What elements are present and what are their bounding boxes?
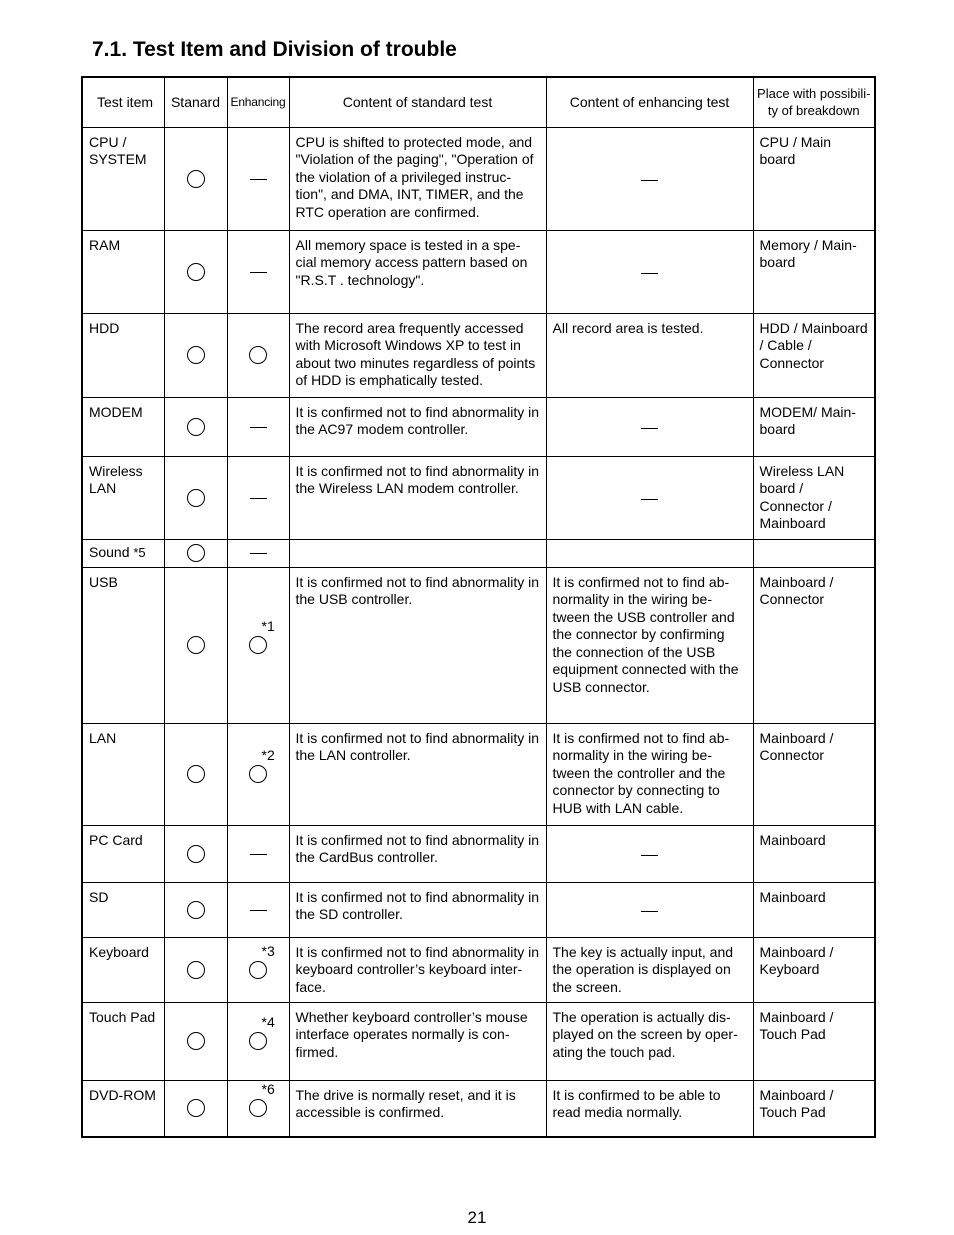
standard-content-cell: Whether keyboard controller’s mouse interface operates normally is con-firmed. <box>289 1002 546 1080</box>
test-item-cell <box>82 313 164 397</box>
table-row <box>82 937 875 1002</box>
dash-mark-icon <box>641 428 658 429</box>
enhancing-mark-cell <box>227 937 289 1002</box>
table-row <box>82 567 875 723</box>
enhancing-mark-cell <box>227 1080 289 1137</box>
breakdown-place-cell: Mainboard / Touch Pad <box>753 1080 875 1137</box>
dash-mark-icon <box>641 855 658 856</box>
circle-mark-icon <box>249 1032 267 1050</box>
enhancing-mark-cell <box>227 230 289 313</box>
standard-content-cell: The record area frequently accessed with Microsoft Windows XP to test in about two minutes regardless of points of HDD is emphatically tested. <box>289 313 546 397</box>
standard-content-cell: It is confirmed not to find abnormality in the LAN controller. <box>289 723 546 825</box>
footnote-ref: *2 <box>261 747 275 763</box>
enhancing-mark-cell <box>227 825 289 882</box>
enhancing-content-cell <box>546 397 753 456</box>
header-test-item: Test item <box>82 77 164 127</box>
table-row <box>82 539 875 567</box>
table-row <box>82 1080 875 1137</box>
table-row <box>82 723 875 825</box>
standard-content-cell: It is confirmed not to find abnormality in the USB controller. <box>289 567 546 723</box>
test-item-cell <box>82 1002 164 1080</box>
test-item-label: CPU / SYSTEM <box>89 133 147 167</box>
dash-mark-icon <box>641 911 658 912</box>
table-row <box>82 313 875 397</box>
standard-mark-cell <box>164 127 227 230</box>
page-number: 21 <box>467 1208 487 1227</box>
table-row <box>82 1002 875 1080</box>
circle-mark-icon <box>249 636 267 654</box>
circle-mark-icon <box>187 544 205 562</box>
test-item-cell <box>82 456 164 539</box>
breakdown-place-cell: Mainboard / Connector <box>753 723 875 825</box>
dash-mark-icon <box>250 910 267 911</box>
header-content-standard: Content of standard test <box>289 77 546 127</box>
standard-content-cell: It is confirmed not to find abnormality in the AC97 modem controller. <box>289 397 546 456</box>
breakdown-place-cell: Mainboard / Connector <box>753 567 875 723</box>
dash-mark-icon <box>641 273 658 274</box>
table-row <box>82 882 875 937</box>
table-row <box>82 230 875 313</box>
standard-mark-cell <box>164 456 227 539</box>
test-item-cell <box>82 882 164 937</box>
test-item-label: Touch Pad <box>89 1008 156 1025</box>
test-item-label: PC Card <box>89 831 143 848</box>
test-item-cell <box>82 539 164 567</box>
dash-mark-icon <box>641 499 658 500</box>
circle-mark-icon <box>187 845 205 863</box>
circle-mark-icon <box>187 489 205 507</box>
circle-mark-icon <box>187 170 205 188</box>
enhancing-mark-cell <box>227 539 289 567</box>
breakdown-place-cell: HDD / Mainboard / Cable / Connector <box>753 313 875 397</box>
breakdown-place-cell: Mainboard / Keyboard <box>753 937 875 1002</box>
circle-mark-icon <box>187 1032 205 1050</box>
enhancing-mark-cell <box>227 313 289 397</box>
circle-mark-icon <box>187 263 205 281</box>
enhancing-mark-cell <box>227 567 289 723</box>
footnote-ref: *1 <box>261 618 275 634</box>
breakdown-place-cell: Mainboard <box>753 882 875 937</box>
test-item-label: Keyboard <box>89 943 149 960</box>
enhancing-content-cell: It is confirmed not to find ab-normality in the wiring be-tween the controller and the connector by connecting to HUB with LAN cable. <box>546 723 753 825</box>
footnote-ref: *6 <box>261 1081 275 1098</box>
test-item-cell <box>82 230 164 313</box>
test-item-label: USB <box>89 573 118 590</box>
table-row <box>82 127 875 230</box>
dash-mark-icon <box>250 854 267 855</box>
test-item-label: DVD-ROM <box>89 1086 156 1103</box>
header-content-enhancing: Content of enhancing test <box>546 77 753 127</box>
standard-mark-cell <box>164 539 227 567</box>
breakdown-place-cell: Memory / Main-board <box>753 230 875 313</box>
standard-content-cell: CPU is shifted to protected mode, and "Violation of the paging", "Operation of the violation of a privileged instruc-tion", and DMA, INT, TIMER, and the RTC operation are confirmed. <box>289 127 546 230</box>
circle-mark-icon <box>187 636 205 654</box>
standard-mark-cell <box>164 397 227 456</box>
enhancing-content-cell: It is confirmed not to find ab-normality in the wiring be-tween the USB controller and the connector by confirming the connection of the USB equipment connected with the USB connector. <box>546 567 753 723</box>
test-item-cell <box>82 937 164 1002</box>
breakdown-place-cell: Mainboard / Touch Pad <box>753 1002 875 1080</box>
header-enhancing: Enhancing <box>227 77 289 127</box>
standard-content-cell: The drive is normally reset, and it is accessible is confirmed. <box>289 1080 546 1137</box>
dash-mark-icon <box>250 427 267 428</box>
enhancing-content-cell <box>546 456 753 539</box>
test-item-cell <box>82 1080 164 1137</box>
test-item-label: RAM <box>89 236 121 253</box>
dash-mark-icon <box>250 553 267 554</box>
breakdown-place-cell: Wireless LAN board / Connector / Mainboard <box>753 456 875 539</box>
circle-mark-icon <box>187 765 205 783</box>
breakdown-place-cell <box>753 539 875 567</box>
table-row <box>82 397 875 456</box>
circle-mark-icon <box>187 346 205 364</box>
dash-mark-icon <box>250 179 267 180</box>
header-place: Place with possibili-ty of breakdown <box>753 77 875 127</box>
standard-mark-cell <box>164 567 227 723</box>
footnote-ref: *4 <box>261 1014 275 1030</box>
test-item-label: Wireless LAN <box>89 462 143 496</box>
standard-mark-cell <box>164 825 227 882</box>
standard-mark-cell <box>164 723 227 825</box>
test-item-cell <box>82 127 164 230</box>
dash-mark-icon <box>250 498 267 499</box>
standard-mark-cell <box>164 313 227 397</box>
test-item-cell <box>82 723 164 825</box>
standard-content-cell <box>289 539 546 567</box>
test-item-label: Sound <box>89 543 130 560</box>
dash-mark-icon <box>641 180 658 181</box>
table-body <box>82 127 875 1137</box>
test-item-label: SD <box>89 888 109 905</box>
standard-content-cell: It is confirmed not to find abnormality in the CardBus controller. <box>289 825 546 882</box>
circle-mark-icon <box>187 1099 205 1117</box>
circle-mark-icon <box>187 961 205 979</box>
test-item-label: LAN <box>89 729 117 746</box>
enhancing-mark-cell <box>227 127 289 230</box>
test-item-label: MODEM <box>89 403 143 420</box>
enhancing-content-cell <box>546 230 753 313</box>
enhancing-mark-cell <box>227 882 289 937</box>
standard-content-cell: It is confirmed not to find abnormality in the SD controller. <box>289 882 546 937</box>
standard-mark-cell <box>164 937 227 1002</box>
enhancing-content-cell <box>546 825 753 882</box>
enhancing-content-cell: The key is actually input, and the operation is displayed on the screen. <box>546 937 753 1002</box>
table-row <box>82 825 875 882</box>
enhancing-content-cell <box>546 127 753 230</box>
breakdown-place-cell: Mainboard <box>753 825 875 882</box>
test-item-cell <box>82 397 164 456</box>
circle-mark-icon <box>249 1099 267 1117</box>
test-item-cell <box>82 567 164 723</box>
footnote-ref: *3 <box>261 942 275 959</box>
circle-mark-icon <box>249 961 267 979</box>
enhancing-mark-cell <box>227 1002 289 1080</box>
test-item-table <box>81 76 876 1138</box>
enhancing-content-cell: The operation is actually dis-played on the screen by oper-ating the touch pad. <box>546 1002 753 1080</box>
test-item-label: HDD <box>89 319 120 336</box>
standard-mark-cell <box>164 1002 227 1080</box>
standard-content-cell: It is confirmed not to find abnormality in keyboard controller’s keyboard inter-face. <box>289 937 546 1002</box>
circle-mark-icon <box>249 346 267 364</box>
circle-mark-icon <box>249 765 267 783</box>
circle-mark-icon <box>187 418 205 436</box>
enhancing-mark-cell <box>227 456 289 539</box>
standard-mark-cell <box>164 1080 227 1137</box>
header-row <box>82 77 875 127</box>
breakdown-place-cell: MODEM/ Main-board <box>753 397 875 456</box>
standard-mark-cell <box>164 882 227 937</box>
enhancing-content-cell: It is confirmed to be able to read media normally. <box>546 1080 753 1137</box>
page-title: 7.1. Test Item and Division of trouble <box>92 38 457 61</box>
dash-mark-icon <box>250 272 267 273</box>
enhancing-mark-cell <box>227 723 289 825</box>
enhancing-content-cell <box>546 539 753 567</box>
enhancing-content-cell <box>546 882 753 937</box>
header-standard: Stanard <box>164 77 227 127</box>
enhancing-mark-cell <box>227 397 289 456</box>
breakdown-place-cell: CPU / Main board <box>753 127 875 230</box>
footnote-ref: *5 <box>133 544 146 560</box>
circle-mark-icon <box>187 901 205 919</box>
table-row <box>82 456 875 539</box>
standard-mark-cell <box>164 230 227 313</box>
standard-content-cell: It is confirmed not to find abnormality in the Wireless LAN modem controller. <box>289 456 546 539</box>
standard-content-cell: All memory space is tested in a spe-cial memory access pattern based on "R.S.T . technology". <box>289 230 546 313</box>
test-item-cell <box>82 825 164 882</box>
enhancing-content-cell: All record area is tested. <box>546 313 753 397</box>
